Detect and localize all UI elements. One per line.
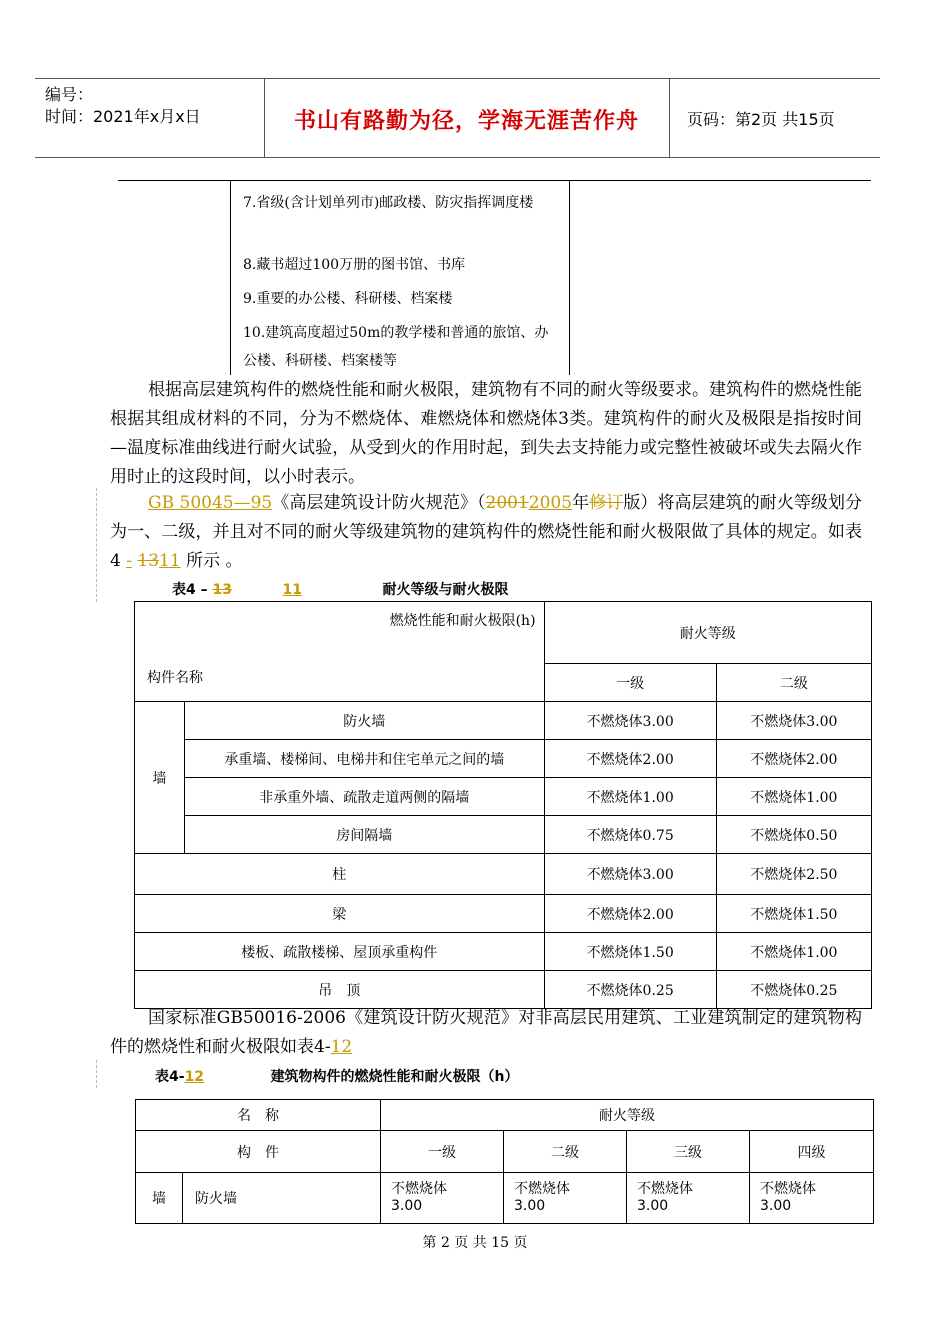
value-label: 不燃烧体 [760, 1181, 816, 1197]
paragraph-tail: 所示 。 [186, 551, 243, 571]
grade-1-value: 不燃烧体2.00 [544, 740, 716, 778]
grade-1-value: 不燃烧体2.00 [544, 895, 716, 933]
grade-3-header: 三级 [627, 1131, 750, 1173]
grade-2-value: 不燃烧体2.50 [716, 854, 871, 895]
table-row [135, 933, 872, 971]
grade-2-value: 不燃烧体0.25 [716, 971, 871, 1009]
date-label: 时间：2021年x月x日 [45, 107, 201, 126]
component-name: 楼板、疏散楼梯、屋顶承重构件 [135, 933, 545, 971]
caption-title: 建筑物构件的燃烧性能和耐火极限（h） [270, 1069, 519, 1085]
part-header: 构 件 [136, 1131, 381, 1173]
grade-1-value: 不燃烧体1.00 [544, 778, 716, 816]
table-ref-num: 12 [330, 1037, 353, 1057]
grade-2-value: 不燃烧体2.00 [716, 740, 871, 778]
caption-inserted-num: 11 [282, 582, 302, 598]
page-footer: 第 2 页 共 15 页 [422, 1235, 528, 1251]
grade-2-header: 二级 [716, 664, 871, 702]
value-label: 不燃烧体 [391, 1181, 447, 1197]
caption-title: 耐火等级与耐火极限 [382, 582, 509, 598]
grade-2-value: 不燃烧体0.50 [716, 816, 871, 854]
caption-deleted-num: 13 [212, 582, 232, 598]
grade-2-value [504, 1173, 627, 1224]
paragraph-text: 根据高层建筑构件的燃烧性能和耐火极限，建筑物有不同的耐火等级要求。建筑构件的燃烧性能根据其组成材料的不同，分为不燃烧体、难燃烧体和燃烧体3类。建筑构件的耐火及极限是指按时间—温度标准曲线进行耐火试验，从受到火的作用时起，到失去支持能力或完整性被破坏或失去隔火作用时止的这段时间，以小时表示。 [110, 380, 862, 487]
grade-1-value [381, 1173, 504, 1224]
inserted-table-num: 11 [159, 551, 181, 571]
paragraph-standard-text [110, 489, 862, 576]
grade-4-header: 四级 [750, 1131, 874, 1173]
revision-bar [96, 488, 97, 602]
standard-link[interactable]: GB 50045—95 [148, 493, 273, 513]
building-fire-table [135, 1099, 874, 1224]
inserted-year: 2005 [528, 493, 573, 513]
caption-prefix: 表4 – [172, 582, 208, 598]
grade-4-value [750, 1173, 874, 1224]
header-page-cell [669, 79, 880, 157]
table-row [135, 854, 872, 895]
value-label: 不燃烧体 [637, 1181, 693, 1197]
paragraph-standard [110, 489, 862, 576]
diag-top-label: 燃烧性能和耐火极限(h) [389, 613, 536, 629]
deleted-year: 2001 [485, 493, 529, 513]
diag-bottom-label: 构件名称 [147, 670, 203, 686]
fire-rating-table [134, 601, 872, 1009]
continued-table [118, 180, 871, 375]
grade-2-value: 不燃烧体1.00 [716, 933, 871, 971]
table-row [135, 778, 872, 816]
table-row [135, 816, 872, 854]
name-header: 名 称 [136, 1100, 381, 1131]
revision-bar [96, 1060, 97, 1088]
paragraph-national-text [110, 1004, 862, 1062]
value-number: 3.00 [637, 1198, 669, 1214]
table-row [136, 1173, 874, 1224]
list-item: 9.重要的办公楼、科研楼、档案楼 [243, 291, 453, 307]
component-name: 非承重外墙、疏散走道两侧的隔墙 [185, 778, 544, 816]
table-row [135, 740, 872, 778]
grade-1-value: 不燃烧体0.75 [544, 816, 716, 854]
continued-list-cell [230, 181, 570, 375]
serial-label: 编号： [45, 85, 94, 104]
value-number: 3.00 [391, 1198, 423, 1214]
grade-2-header: 二级 [504, 1131, 627, 1173]
table1-caption [172, 579, 509, 599]
slogan: 书山有路勤为径，学海无涯苦作舟 [293, 109, 639, 134]
component-name: 房间隔墙 [185, 816, 544, 854]
list-item: 8.藏书超过100万册的图书馆、书库 [243, 257, 466, 273]
table-row [135, 702, 872, 740]
list-item: 10.建筑高度超过50m的教学楼和普通的旅馆、办公楼、科研楼、档案楼等 [243, 325, 549, 369]
wall-group-label: 墙 [135, 702, 185, 854]
standard-description: 将高层建筑的耐火等级划分为一、二级，并且对不同的耐火等级建筑物的建筑构件的燃烧性能和耐火极限做了具体的规定。如表4 [110, 493, 863, 571]
component-name: 梁 [135, 895, 545, 933]
table2-caption [155, 1066, 519, 1086]
dash: - [126, 551, 132, 571]
page-header [35, 78, 880, 158]
value-number: 3.00 [514, 1198, 546, 1214]
grade-3-value [627, 1173, 750, 1224]
component-name: 防火墙 [185, 702, 544, 740]
grade-2-value: 不燃烧体1.00 [716, 778, 871, 816]
component-name: 防火墙 [183, 1173, 381, 1224]
component-name: 柱 [135, 854, 545, 895]
year-char: 年 [572, 493, 590, 513]
paragraph-fire-rating [110, 376, 862, 492]
caption-prefix: 表4- [155, 1069, 185, 1085]
grade-1-value: 不燃烧体3.00 [544, 702, 716, 740]
value-number: 3.00 [760, 1198, 792, 1214]
grade-header: 耐火等级 [381, 1100, 874, 1131]
table-row [135, 895, 872, 933]
component-name: 承重墙、楼梯间、电梯井和住宅单元之间的墙 [185, 740, 544, 778]
grade-1-value: 不燃烧体1.50 [544, 933, 716, 971]
grade-header: 耐火等级 [544, 602, 871, 664]
paren-open: （ [476, 493, 486, 513]
diagonal-header-cell [135, 602, 545, 702]
caption-num: 12 [184, 1069, 205, 1085]
list-item: 7.省级(含计划单列市)邮政楼、防灾指挥调度楼 [243, 195, 534, 211]
grade-2-value: 不燃烧体1.50 [716, 895, 871, 933]
standard-title: 《高层建筑设计防火规范》 [272, 493, 477, 513]
version-word: 版） [623, 493, 658, 513]
table-row [135, 971, 872, 1009]
deleted-word: 修订 [589, 493, 624, 513]
grade-1-value: 不燃烧体3.00 [544, 854, 716, 895]
grade-1-value: 不燃烧体0.25 [544, 971, 716, 1009]
grade-1-header: 一级 [381, 1131, 504, 1173]
wall-group-label: 墙 [136, 1173, 183, 1224]
paragraph-national-standard [110, 1004, 862, 1062]
component-name: 吊 顶 [135, 971, 545, 1009]
page-info: 页码：第2页 共15页 [687, 110, 835, 129]
national-standard-text: 国家标准GB50016-2006《建筑设计防火规范》对非高层民用建筑、工业建筑制定的建筑物构件的燃烧性和耐火极限如表4- [110, 1008, 862, 1057]
header-meta-cell [35, 79, 265, 157]
header-slogan-cell [264, 79, 670, 157]
grade-2-value: 不燃烧体3.00 [716, 702, 871, 740]
deleted-table-num: 13 [137, 551, 160, 571]
value-label: 不燃烧体 [514, 1181, 570, 1197]
grade-1-header: 一级 [544, 664, 716, 702]
